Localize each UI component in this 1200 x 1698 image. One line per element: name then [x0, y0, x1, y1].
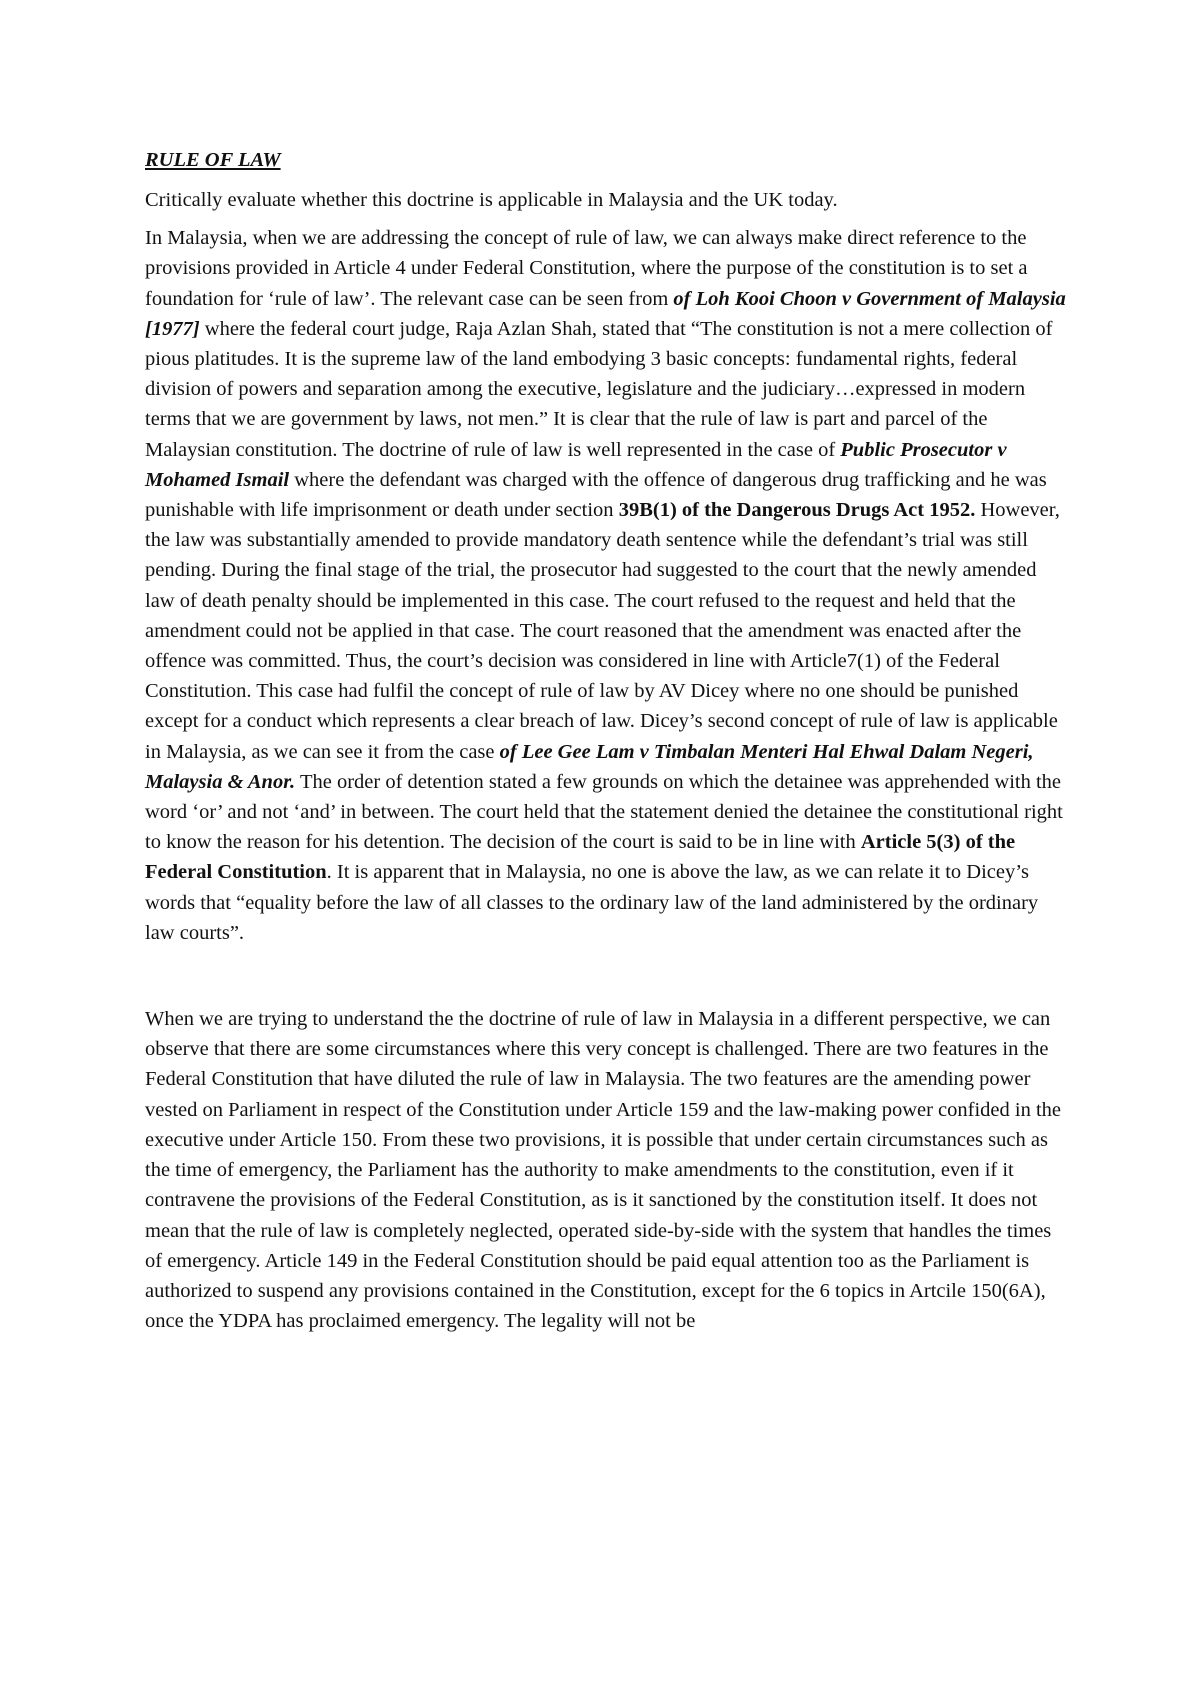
paragraph-spacer: [145, 956, 1067, 1004]
case-citation-pp-v-mohamed-ismail: Public Prosecutor v Mohamed Ismail: [145, 438, 1007, 491]
paragraph-text: In Malaysia, when we are addressing the concept of rule of law, we can always make direct reference to the provisions provided in Article 4 under Federal Constitution, where the purpose of the constitution is to set a foundation for ‘rule of law’. The relevant case can be seen from: [145, 227, 1028, 310]
paragraph-text: where the defendant was charged with the offence of dangerous drug trafficking and he was punishable with life imprisonment or death under section: [145, 468, 1047, 522]
document-title: RULE OF LAW: [145, 149, 281, 171]
case-citation-lee-gee-lam: of Lee Gee Lam v Timbalan Menteri Hal Ehwal Dalam Negeri, Malaysia & Anor.: [145, 740, 1034, 793]
statute-reference-article-5-3: Article 5(3) of the Federal Constitution: [145, 831, 1016, 884]
case-citation-loh-kooi-choon: of Loh Kooi Choon v Government of Malaysia [1977]: [145, 287, 1066, 340]
essay-question: Critically evaluate whether this doctrine is applicable in Malaysia and the UK today.: [145, 189, 838, 211]
paragraph-2: When we are trying to understand the the doctrine of rule of law in Malaysia in a different perspective, we can observe that there are some circumstances where this very concept is challenged. There are two features in the Federal Constitution that have diluted the rule of law in Malaysia. The two features are the amending power vested on Parliament in respect of the Constitution under Article 159 and the law-making power confided in the executive under Article 150. From these two provisions, it is possible that under certain circumstances such as the time of emergency, the Parliament has the authority to make amendments to the constitution, even if it contravene the provisions of the Federal Constitution, as is it sanctioned by the constitution itself. It does not mean that the rule of law is completely neglected, operated side-by-side with the system that handles the times of emergency. Article 149 in the Federal Constitution should be paid equal attention too as the Parliament is authorized to suspend any provisions contained in the Constitution, except for the 6 topics in Artcile 150(6A), once the YDPA has proclaimed emergency. The legality will not be: [145, 1008, 1062, 1333]
paragraph-text: where the federal court judge, Raja Azlan Shah, stated that “The constitution is not a mere collection of pious platitudes. It is the supreme law of the land embodying 3 basic concepts: fundamental rights, federal division of powers and separation among the executive, legislature and the judiciary…expressed in modern terms that we are government by laws, not men.” It is clear that the rule of law is part and parcel of the Malaysian constitution. The doctrine of rule of law is well represented in the case of: [145, 317, 1053, 461]
paragraph-text: However, the law was substantially amended to provide mandatory death sentence while the defendant’s trial was still pending. During the final stage of the trial, the prosecutor had suggested to the court that the newly amended law of death penalty should be implemented in this case. The court refused to the request and held that the amendment could not be applied in that case. The court reasoned that the amendment was enacted after the offence was committed. Thus, the court’s decision was considered in line with Article7(1) of the Federal Constitution. This case had fulfil the concept of rule of law by AV Dicey where no one should be punished except for a conduct which represents a clear breach of law. Dicey’s second concept of rule of law is applicable in Malaysia, as we can see it from the case: [145, 499, 1060, 763]
statute-reference-dangerous-drugs-act: 39B(1) of the Dangerous Drugs Act 1952.: [618, 499, 976, 522]
paragraph-text: The order of detention stated a few grounds on which the detainee was apprehended with the word ‘or’ and not ‘and’ in between. The court held that the statement denied the detainee the constitutional right to know the reason for his detention. The decision of the court is said to be in line with: [145, 770, 1063, 854]
document-page: [145, 145, 1067, 1344]
paragraph-text: . It is apparent that in Malaysia, no one is above the law, as we can relate it to Dicey’s words that “equality before the law of all classes to the ordinary law of the land administered by the ordinary law courts”.: [145, 861, 1039, 944]
paragraph-1: [145, 223, 1067, 948]
